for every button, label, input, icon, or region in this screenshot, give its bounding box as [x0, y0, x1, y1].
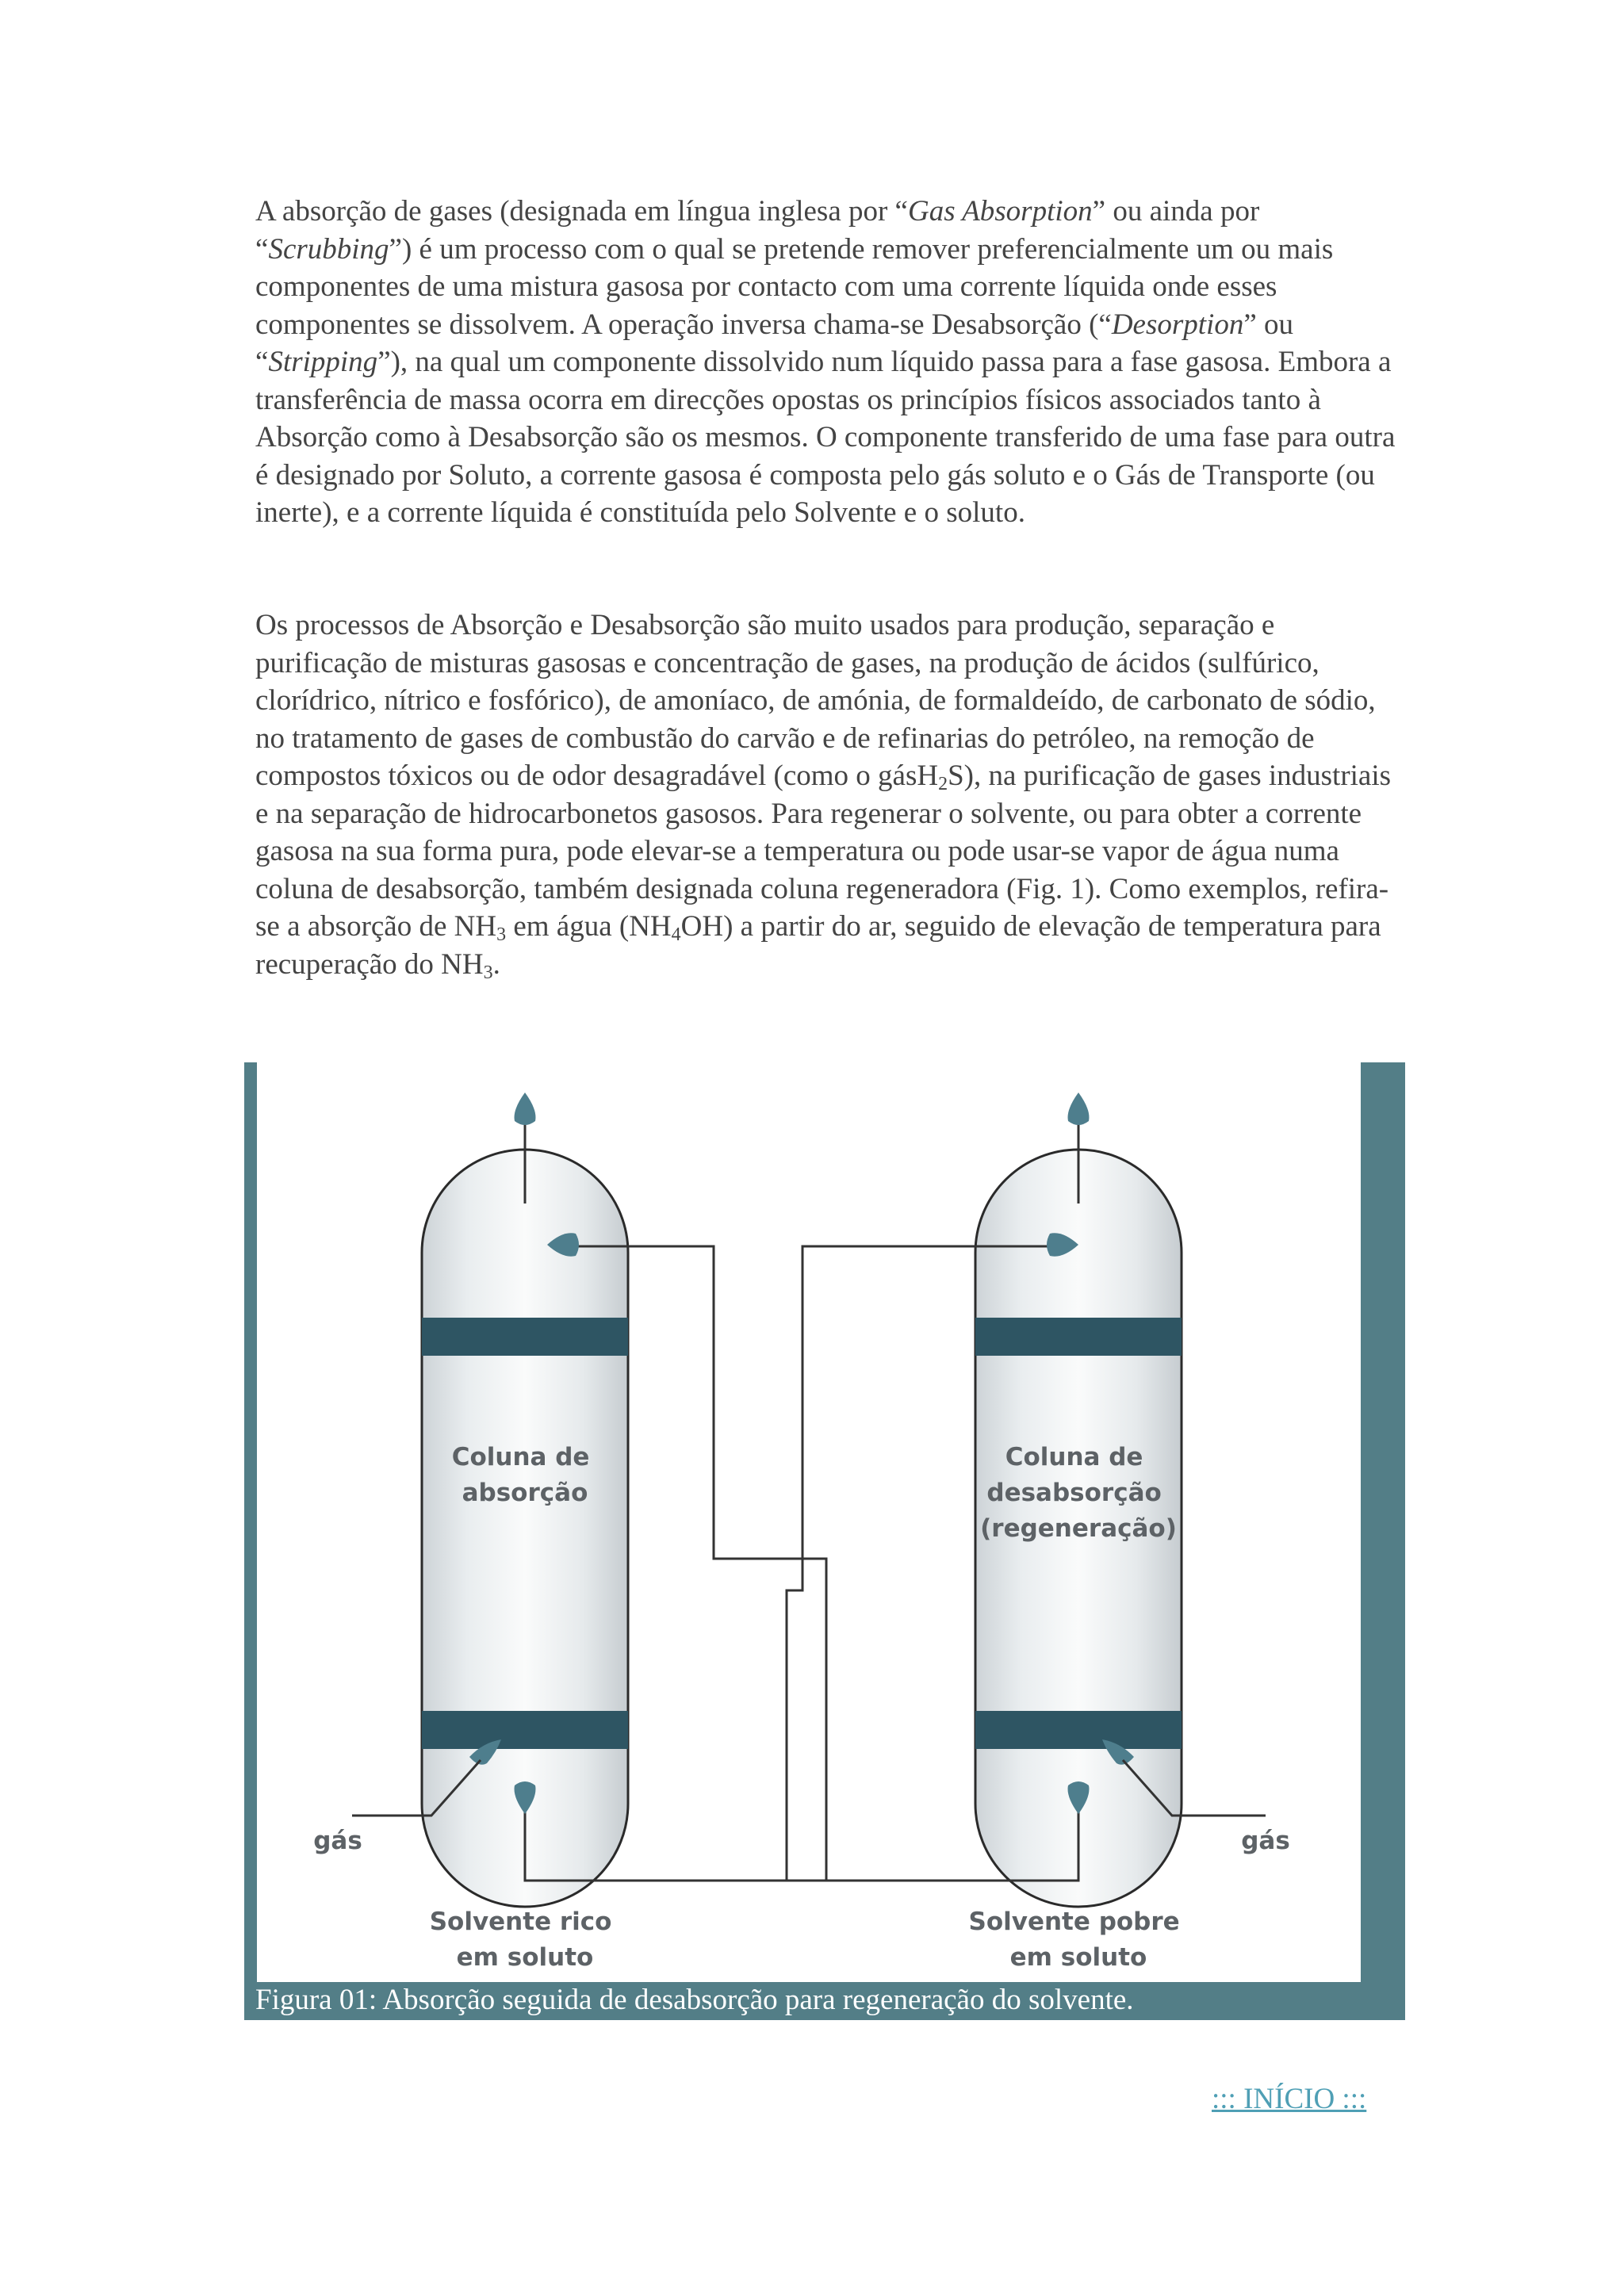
figure-frame — [244, 1062, 1405, 2020]
intro-paragraph — [255, 193, 1405, 532]
text-run: ” ou “ — [255, 308, 1293, 378]
subscript: 3 — [483, 962, 493, 983]
italic-term: Scrubbing — [268, 232, 389, 266]
left-vent-arrow-icon — [515, 1093, 536, 1125]
text-run: . — [492, 947, 500, 981]
figure-panel — [257, 1062, 1361, 1982]
italic-term: Desorption — [1111, 308, 1244, 341]
left-gas-label: gás — [313, 1827, 362, 1855]
text-run: OH) a partir do ar, seguido de elevação de temperatura para recuperação do NH — [255, 910, 1381, 981]
text-run: ”) é um processo com o qual se pretende remover preferencialmente um ou mais componentes de uma mistura gasosa por contacto com uma corrente líquida onde esses componentes se dissolvem. A operação inversa chama-se Desabsorção (“ — [255, 232, 1334, 341]
subscript: 3 — [496, 924, 507, 945]
italic-term: Gas Absorption — [907, 195, 1093, 228]
lean-solvent-label: Solvente pobre em soluto — [968, 1908, 1180, 1972]
right-bottom-packing-band — [969, 1711, 1191, 1749]
right-top-packing-band — [969, 1318, 1191, 1356]
absorption-desorption-diagram — [257, 1062, 1361, 1982]
text-run: Os processos de Absorção e Desabsorção são muito usados para produção, separação e purificação de misturas gasosas e concentração de gases, na produção de ácidos (sulfúrico, clorídrico, nítrico e fosfórico), de amoníaco, de amónia, de formaldeído, de carbonato de sódio, no tratamento de gases de combustão do carvão e de refinarias do petróleo, na remoção de compostos tóxicos ou de odor desagradável (como o gásH — [255, 609, 1376, 792]
left-top-packing-band — [416, 1318, 638, 1356]
right-vent-arrow-icon — [1068, 1093, 1090, 1125]
text-run: S), na purificação de gases industriais e na separação de hidrocarbonetos gasosos. Para regenerar o solvente, ou para obter a corrente gasosa na sua forma pura, pode elevar-se a temperatura ou pode usar-se vapor de água numa coluna de desabsorção, também designada coluna regeneradora (Fig. 1). Como exemplos, refira-se a absorção de NH — [255, 760, 1392, 943]
desorption-column-label: Coluna de desabsorção (regeneração) — [980, 1443, 1177, 1543]
italic-term: Stripping — [268, 346, 378, 378]
absorption-column-label: Coluna de absorção — [451, 1443, 590, 1507]
text-run: ”), na qual um componente dissolvido num líquido passa para a fase gasosa. Embora a transferência de massa ocorra em direcções opostas os princípios físicos associados tanto à Absorção como à Desabsorção são os mesmos. O componente transferido de uma fase para outra é designado por Soluto, a corrente gasosa é composta pelo gás soluto e o Gás de Transporte (ou inerte), e a corrente líquida é constituída pelo Solvente e o soluto. — [255, 346, 1396, 529]
subscript: 2 — [938, 774, 948, 794]
text-run: A absorção de gases (designada em língua inglesa por “ — [255, 195, 908, 228]
text-run: ” ou ainda por “ — [255, 195, 1260, 266]
right-gas-label: gás — [1241, 1827, 1290, 1855]
figure-caption: Figura 01: Absorção seguida de desabsorção para regeneração do solvente. — [255, 1984, 1134, 2016]
left-bottom-packing-band — [416, 1711, 638, 1749]
applications-paragraph — [255, 607, 1405, 983]
back-to-top-link[interactable]: ::: INÍCIO ::: — [1212, 2083, 1367, 2115]
rich-solvent-label: Solvente rico em soluto — [429, 1908, 612, 1972]
subscript: 4 — [671, 924, 681, 945]
text-run: em água (NH — [506, 910, 672, 943]
